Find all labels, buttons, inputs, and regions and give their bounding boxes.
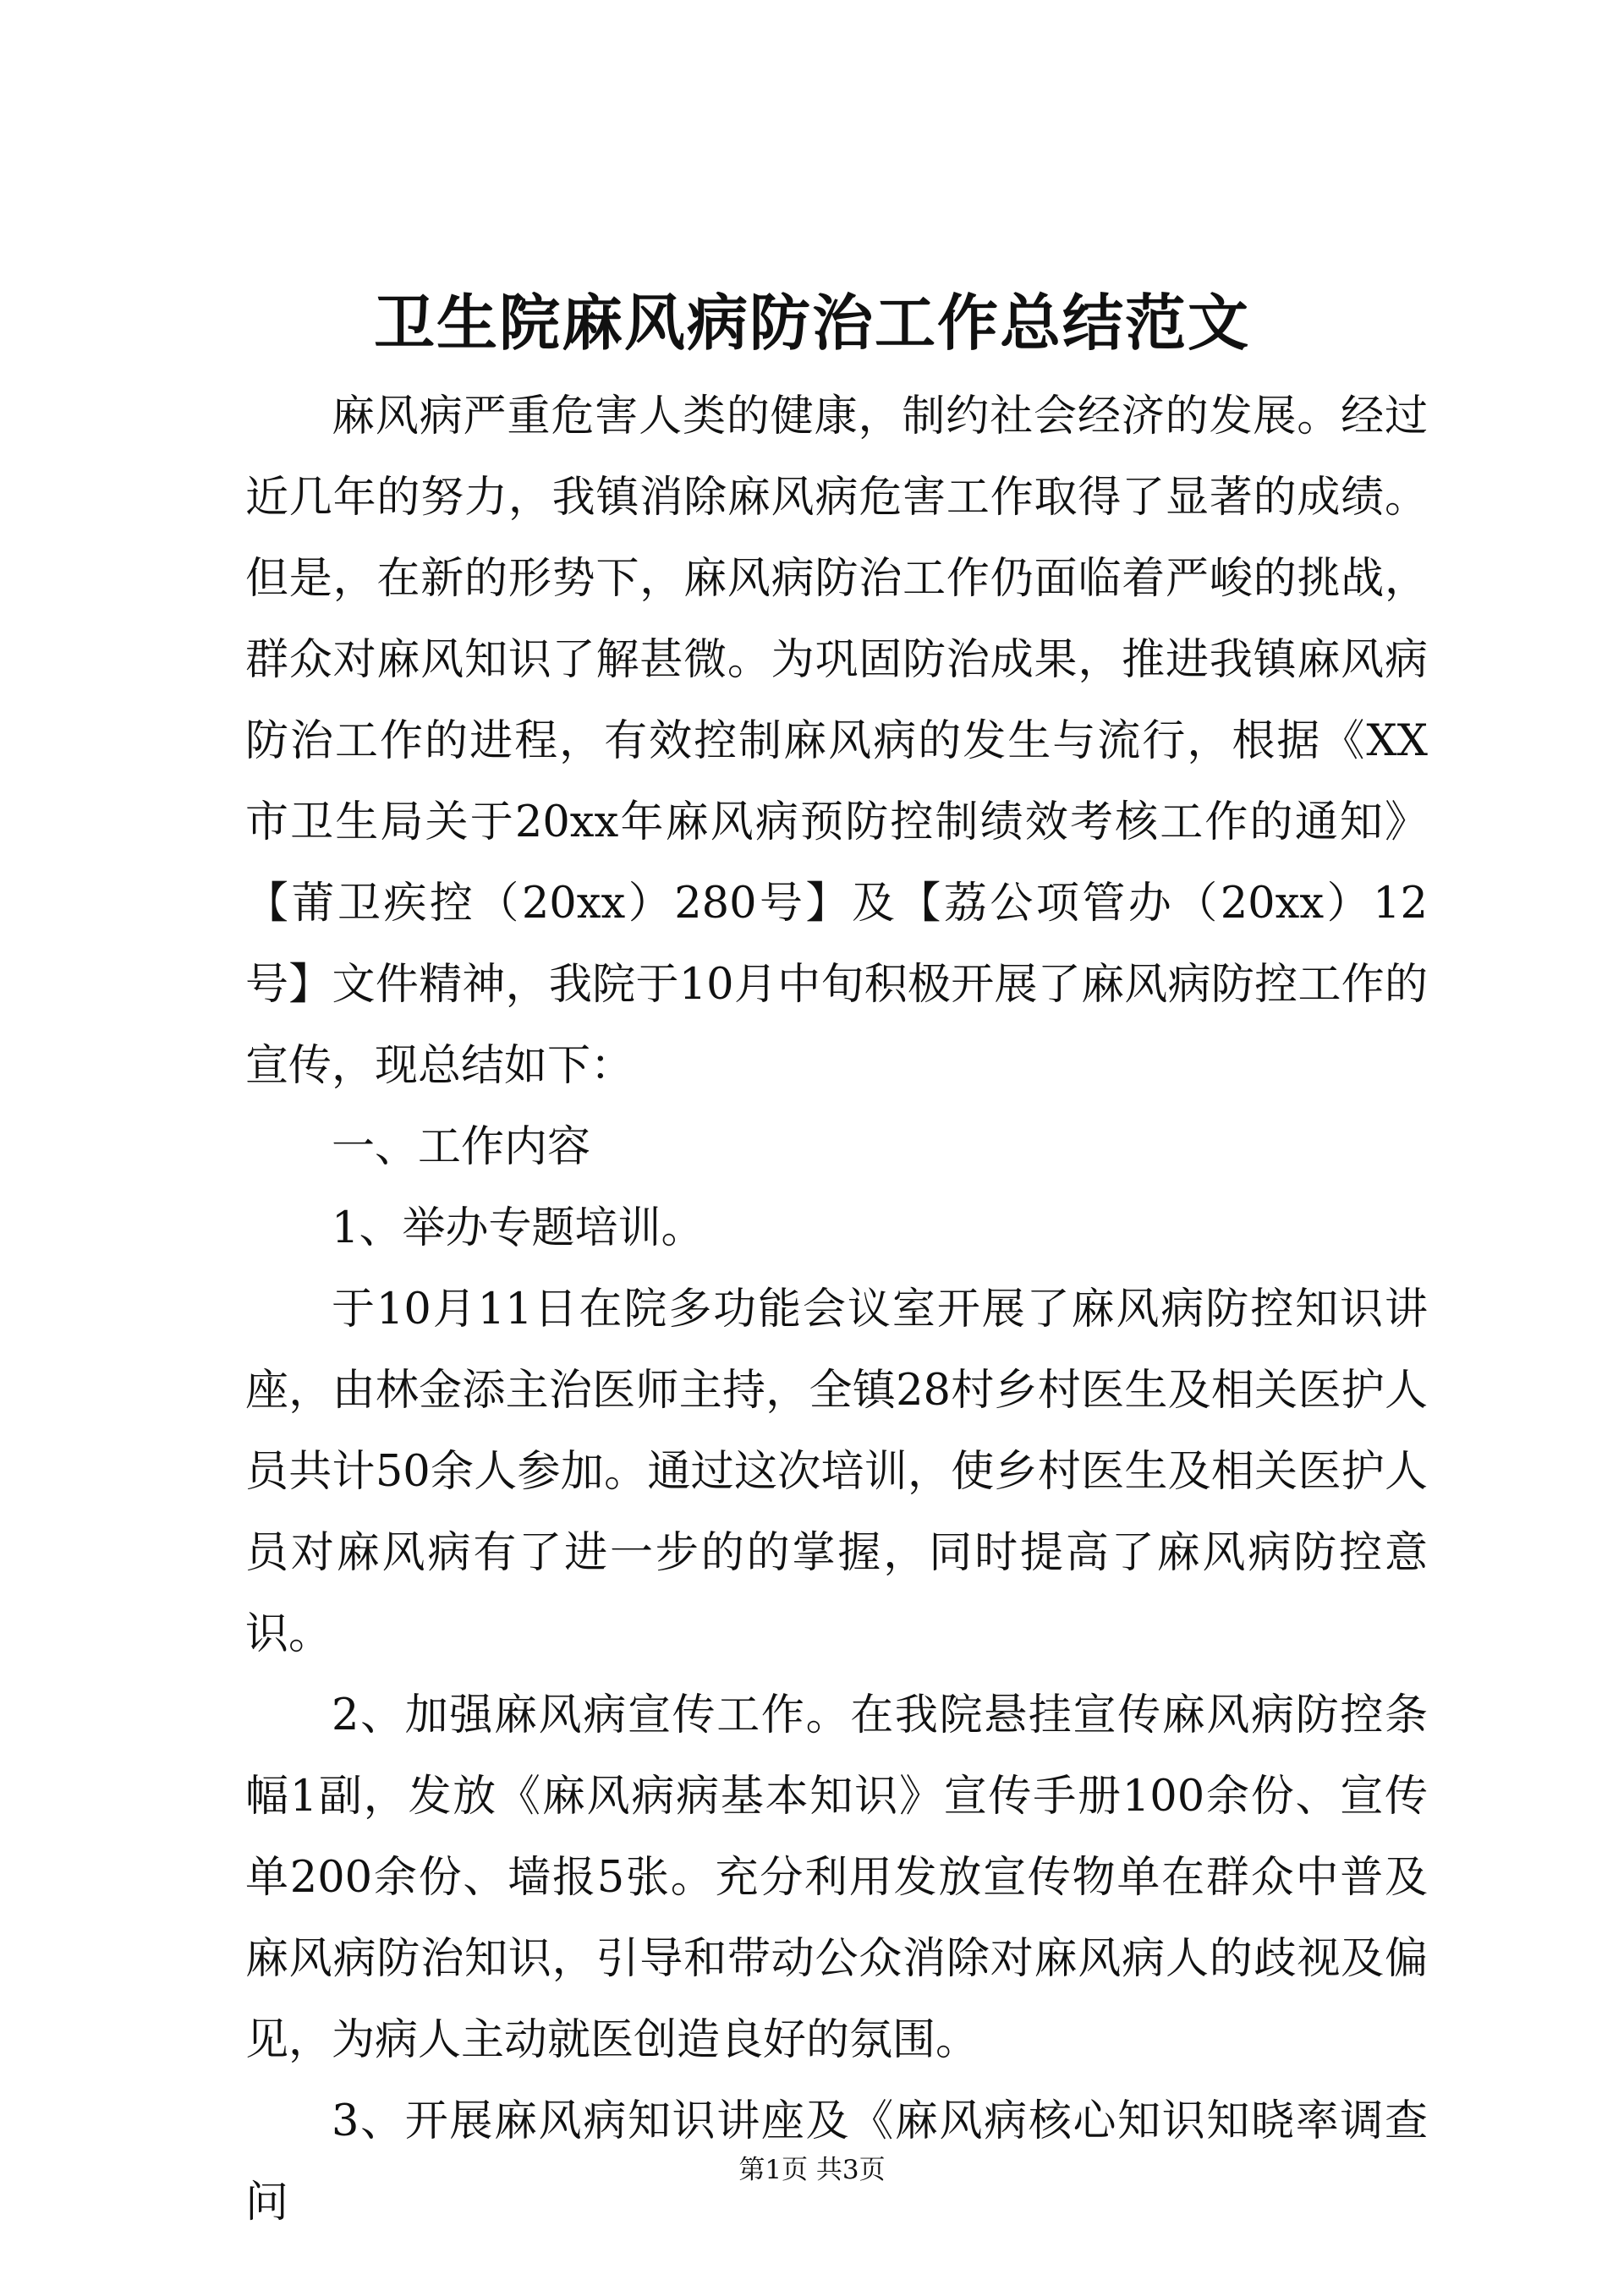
paragraph-intro: 麻风病严重危害人类的健康，制约社会经济的发展。经过近几年的努力，我镇消除麻风病危害工作取得了显著的成绩。但是，在新的形势下，麻风病防治工作仍面临着严峻的挑战，群众对麻风知识了解甚微。为巩固防治成果，推进我镇麻风病防治工作的进程，有效控制麻风病的发生与流行，根据《XX市卫生局关于20xx年麻风病预防控制绩效考核工作的通知》【莆卫疾控（20xx）280号】及【荔公项管办（20xx）12号】文件精神，我院于10月中旬积极开展了麻风病防控工作的宣传，现总结如下： [245,392,1428,1091]
item-heading-training: 1、举办专题培训。 [332,1203,705,1253]
document-body [245,376,1428,2244]
paragraph-training: 于10月11日在院多功能会议室开展了麻风病防控知识讲座，由林金添主治医师主持，全镇28村乡村医生及相关医护人员共计50余人参加。通过这次培训，使乡村医生及相关医护人员对麻风病有了进一步的的掌握，同时提高了麻风病防控意识。 [245,1285,1428,1659]
section-heading-work-content: 一、工作内容 [332,1122,591,1172]
page-number-footer: 第1页 共3页 [738,2155,886,2185]
document-title: 卫生院麻风病防治工作总结范文 [373,287,1250,359]
paragraph-publicity: 2、加强麻风病宣传工作。在我院悬挂宣传麻风病防控条幅1副，发放《麻风病病基本知识》宣传手册100余份、宣传单200余份、墙报5张。充分利用发放宣传物单在群众中普及麻风病防治知识，引导和带动公众消除对麻风病人的歧视及偏见，为病人主动就医创造良好的氛围。 [245,1690,1428,2065]
paragraph-lecture: 3、开展麻风病知识讲座及《麻风病核心知识知晓率调查问 [245,2096,1428,2228]
